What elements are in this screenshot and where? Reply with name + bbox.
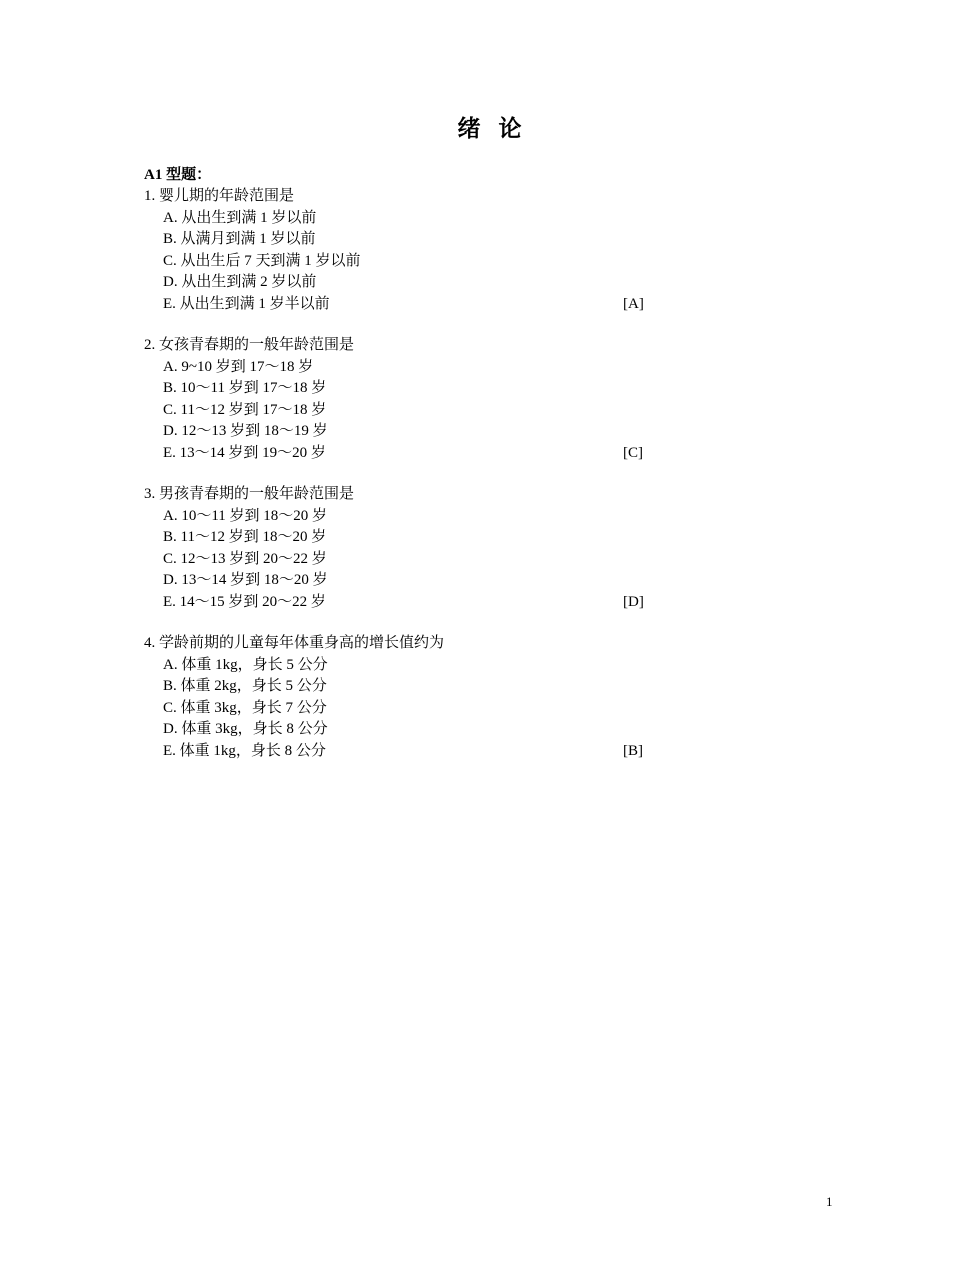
question-stem: 4. 学龄前期的儿童每年体重身高的增长值约为	[144, 635, 445, 651]
question-item	[144, 633, 664, 762]
question-stem: 2. 女孩青春期的一般年龄范围是	[144, 337, 355, 353]
question-option: B. 从满月到满 1 岁以前	[163, 231, 316, 247]
question-option: C. 从出生后 7 天到满 1 岁以前	[163, 252, 361, 269]
question-answer: [A]	[623, 295, 644, 312]
question-option: B. 体重 2kg，身长 5 公分	[163, 678, 327, 694]
question-item	[144, 186, 664, 315]
question-option: E. 14～15 岁到 20～22 岁	[163, 593, 326, 610]
question-option: E. 13～14 岁到 19～20 岁	[163, 444, 326, 461]
page-number: 1	[826, 1194, 833, 1209]
question-option: A. 体重 1kg，身长 5 公分	[163, 656, 328, 673]
question-stem: 3. 男孩青春期的一般年龄范围是	[144, 486, 355, 502]
question-option: C. 体重 3kg，身长 7 公分	[163, 699, 327, 716]
question-option: D. 13～14 岁到 18～20 岁	[163, 572, 328, 588]
question-item	[144, 484, 664, 613]
section-label: A1 型题：	[144, 167, 212, 183]
question-option: B. 10～11 岁到 17～18 岁	[163, 380, 327, 396]
question-option: B. 11～12 岁到 18～20 岁	[163, 529, 327, 545]
question-list	[144, 186, 664, 782]
question-option: A. 从出生到满 1 岁以前	[163, 209, 317, 226]
page-title: 绪论	[457, 116, 540, 141]
question-answer: [C]	[623, 444, 643, 461]
question-stem: 1. 婴儿期的年龄范围是	[144, 188, 295, 204]
question-option: D. 体重 3kg，身长 8 公分	[163, 721, 328, 737]
question-option: C. 12～13 岁到 20～22 岁	[163, 550, 327, 567]
question-option: E. 从出生到满 1 岁半以前	[163, 295, 330, 312]
question-option: E. 体重 1kg，身长 8 公分	[163, 742, 326, 759]
question-option: C. 11～12 岁到 17～18 岁	[163, 401, 327, 418]
question-item	[144, 335, 664, 464]
question-option: D. 12～13 岁到 18～19 岁	[163, 423, 328, 439]
question-answer: [B]	[623, 742, 643, 759]
question-option: A. 9~10 岁到 17～18 岁	[163, 358, 314, 375]
question-answer: [D]	[623, 593, 644, 610]
question-option: A. 10～11 岁到 18～20 岁	[163, 507, 328, 524]
question-option: D. 从出生到满 2 岁以前	[163, 274, 317, 290]
